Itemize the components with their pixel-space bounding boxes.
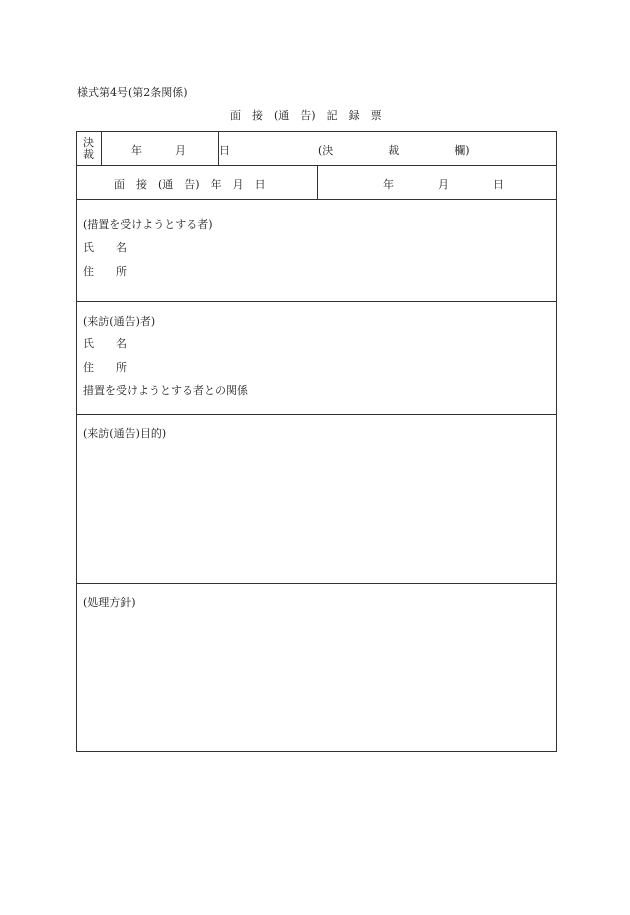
interview-column-divider — [317, 165, 318, 199]
decision-column-divider — [218, 132, 219, 165]
policy-heading: (処理方針) — [83, 596, 136, 609]
purpose-heading: (来訪(通告)目的) — [83, 427, 167, 440]
form-number-label: 様式第4号(第2条関係) — [77, 86, 188, 99]
subject-address-label: 住 所 — [83, 265, 127, 278]
document-title: 面 接 (通 告) 記 録 票 — [230, 109, 382, 122]
decision-label-divider — [101, 132, 102, 165]
interview-date-label: 面 接 (通 告) 年 月 日 — [114, 178, 266, 191]
decision-label-top: 決 — [83, 136, 94, 149]
record-form-table — [76, 131, 557, 752]
visitor-heading: (来訪(通告)者) — [83, 315, 156, 328]
visitor-relation-label: 措置を受けようとする者との関係 — [83, 384, 248, 397]
decision-date: 年 月 日 — [131, 144, 230, 157]
interview-date-value: 年 月 日 — [383, 178, 504, 191]
row-divider-3 — [77, 301, 556, 302]
row-divider-4 — [77, 414, 556, 415]
row-divider-2 — [77, 199, 556, 200]
decision-label — [83, 137, 94, 161]
visitor-name-label: 氏 名 — [83, 337, 127, 350]
decision-column-label: (決 裁 欄) — [318, 144, 470, 157]
row-divider-5 — [77, 583, 556, 584]
subject-heading: (措置を受けようとする者) — [83, 218, 213, 231]
visitor-address-label: 住 所 — [83, 361, 127, 374]
subject-name-label: 氏 名 — [83, 241, 127, 254]
decision-label-bottom: 裁 — [83, 148, 94, 161]
